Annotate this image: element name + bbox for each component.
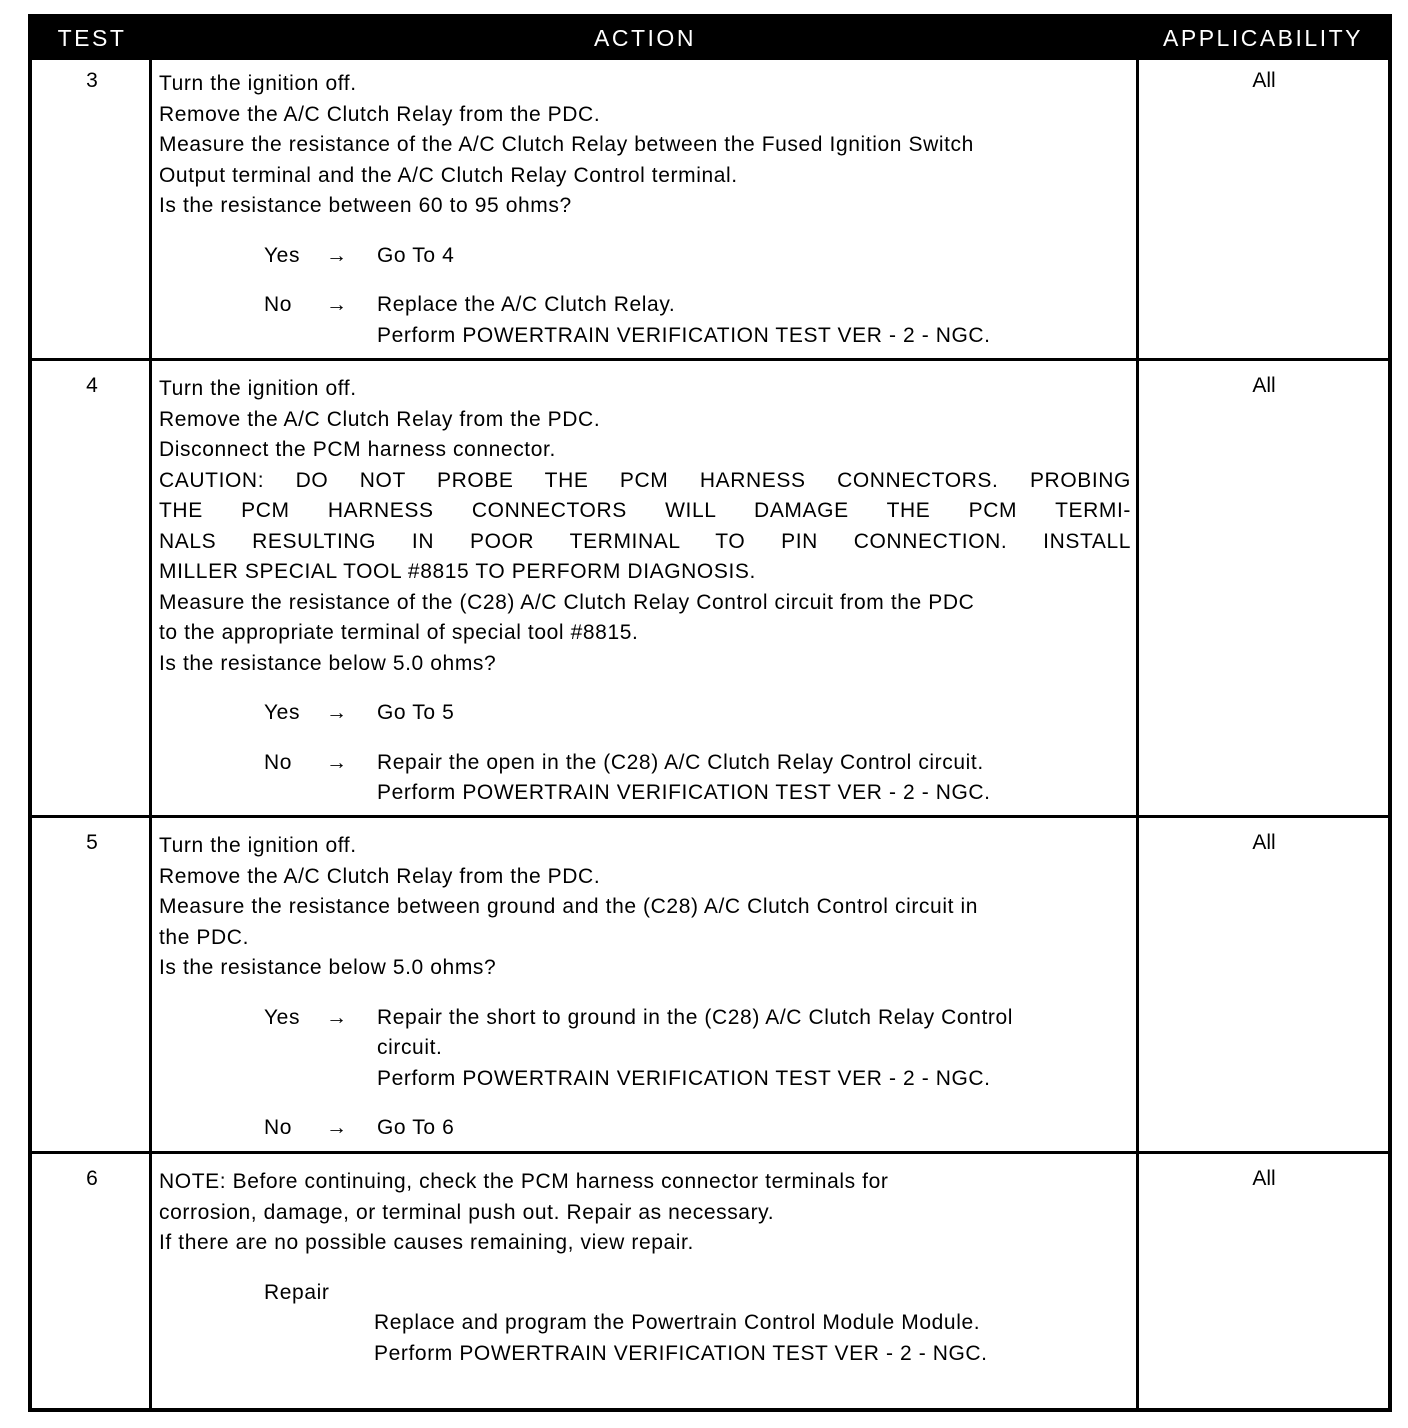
no-option — [159, 748, 1131, 779]
action-cell — [159, 1167, 1131, 1369]
arrow-right-icon: → — [326, 750, 348, 774]
test-number: 3 — [86, 69, 98, 92]
action-cell — [159, 831, 1131, 1144]
no-label: No — [264, 1116, 293, 1139]
action-line: Remove the A/C Clutch Relay from the PDC. — [159, 864, 601, 888]
yes-option — [159, 241, 1131, 272]
applicability-value: All — [1252, 69, 1276, 92]
column-divider — [149, 60, 152, 1408]
repair-text: Perform POWERTRAIN VERIFICATION TEST VER - 2 - NGC. — [374, 1341, 988, 1365]
arrow-right-icon: → — [326, 1005, 348, 1029]
row-divider — [32, 358, 1388, 361]
no-label: No — [264, 750, 293, 774]
action-line: Is the resistance below 5.0 ohms? — [159, 651, 497, 675]
action-line: Disconnect the PCM harness connector. — [159, 438, 556, 461]
caution-line: NALS RESULTING IN POOR TERMINAL TO PIN CONNECTION. INSTALL — [159, 529, 1131, 553]
applicability-value: All — [1252, 1167, 1276, 1190]
action-line: Turn the ignition off. — [159, 834, 357, 857]
header-action: ACTION — [594, 25, 696, 51]
yes-label: Yes — [264, 1005, 301, 1029]
no-result-continued: Perform POWERTRAIN VERIFICATION TEST VER - 2 - NGC. — [377, 323, 991, 347]
repair-label: Repair — [264, 1280, 330, 1304]
note-line: NOTE: Before continuing, check the PCM harness connector terminals for — [159, 1170, 889, 1193]
caution-line: MILLER SPECIAL TOOL #8815 TO PERFORM DIAGNOSIS. — [159, 560, 756, 583]
yes-label: Yes — [264, 701, 301, 724]
repair-text: Replace and program the Powertrain Control Module Module. — [374, 1311, 981, 1334]
no-option — [159, 1113, 1131, 1144]
note-line: corrosion, damage, or terminal push out. Repair as necessary. — [159, 1200, 775, 1224]
action-line: Measure the resistance of the A/C Clutch Relay between the Fused Ignition Switch — [159, 133, 974, 156]
no-option — [159, 290, 1131, 321]
test-number: 4 — [86, 374, 98, 397]
no-label: No — [264, 293, 293, 316]
action-line: Is the resistance below 5.0 ohms? — [159, 956, 497, 979]
action-line: the PDC. — [159, 925, 249, 949]
yes-option — [159, 1003, 1131, 1034]
arrow-right-icon: → — [326, 701, 348, 724]
column-divider — [1136, 60, 1139, 1408]
action-line: Remove the A/C Clutch Relay from the PDC. — [159, 407, 601, 431]
arrow-right-icon: → — [326, 243, 348, 267]
caution-line: CAUTION: DO NOT PROBE THE PCM HARNESS CONNECTORS. PROBING — [159, 468, 1131, 492]
action-cell — [159, 374, 1131, 809]
yes-result: Repair the short to ground in the (C28) A/C Clutch Relay Control — [377, 1005, 1014, 1029]
action-line: Is the resistance between 60 to 95 ohms? — [159, 194, 572, 217]
row-divider — [32, 815, 1388, 818]
yes-result: Go To 4 — [377, 243, 455, 267]
header-test: TEST — [57, 25, 127, 51]
row-divider — [32, 1151, 1388, 1154]
yes-result-continued: Perform POWERTRAIN VERIFICATION TEST VER - 2 - NGC. — [377, 1066, 991, 1090]
yes-result: Go To 5 — [377, 701, 455, 724]
header-applicability: APPLICABILITY — [1163, 25, 1363, 51]
action-line: Remove the A/C Clutch Relay from the PDC. — [159, 102, 601, 126]
arrow-right-icon: → — [326, 1116, 348, 1139]
no-result: Replace the A/C Clutch Relay. — [377, 293, 676, 316]
repair-option — [159, 1278, 1131, 1309]
action-line: Turn the ignition off. — [159, 72, 357, 95]
test-number: 6 — [86, 1167, 98, 1190]
action-line: Output terminal and the A/C Clutch Relay Control terminal. — [159, 163, 738, 187]
no-result: Go To 6 — [377, 1116, 455, 1139]
yes-option — [159, 698, 1131, 729]
no-result-continued: Perform POWERTRAIN VERIFICATION TEST VER - 2 - NGC. — [377, 781, 991, 804]
table-header — [32, 18, 1388, 60]
yes-label: Yes — [264, 243, 301, 267]
action-cell — [159, 69, 1131, 351]
arrow-right-icon: → — [326, 293, 348, 316]
test-number: 5 — [86, 831, 98, 854]
applicability-value: All — [1252, 374, 1276, 397]
action-line: to the appropriate terminal of special tool #8815. — [159, 621, 639, 644]
caution-line: THE PCM HARNESS CONNECTORS WILL DAMAGE THE PCM TERMI- — [159, 499, 1131, 522]
action-line: Turn the ignition off. — [159, 377, 357, 400]
yes-result-continued: circuit. — [377, 1036, 443, 1059]
action-line: If there are no possible causes remaining, view repair. — [159, 1231, 694, 1254]
action-line: Measure the resistance between ground and the (C28) A/C Clutch Control circuit in — [159, 895, 978, 918]
diagnostic-table — [28, 14, 1392, 1412]
action-line: Measure the resistance of the (C28) A/C Clutch Relay Control circuit from the PDC — [159, 590, 975, 614]
no-result: Repair the open in the (C28) A/C Clutch Relay Control circuit. — [377, 750, 984, 774]
applicability-value: All — [1252, 831, 1276, 854]
